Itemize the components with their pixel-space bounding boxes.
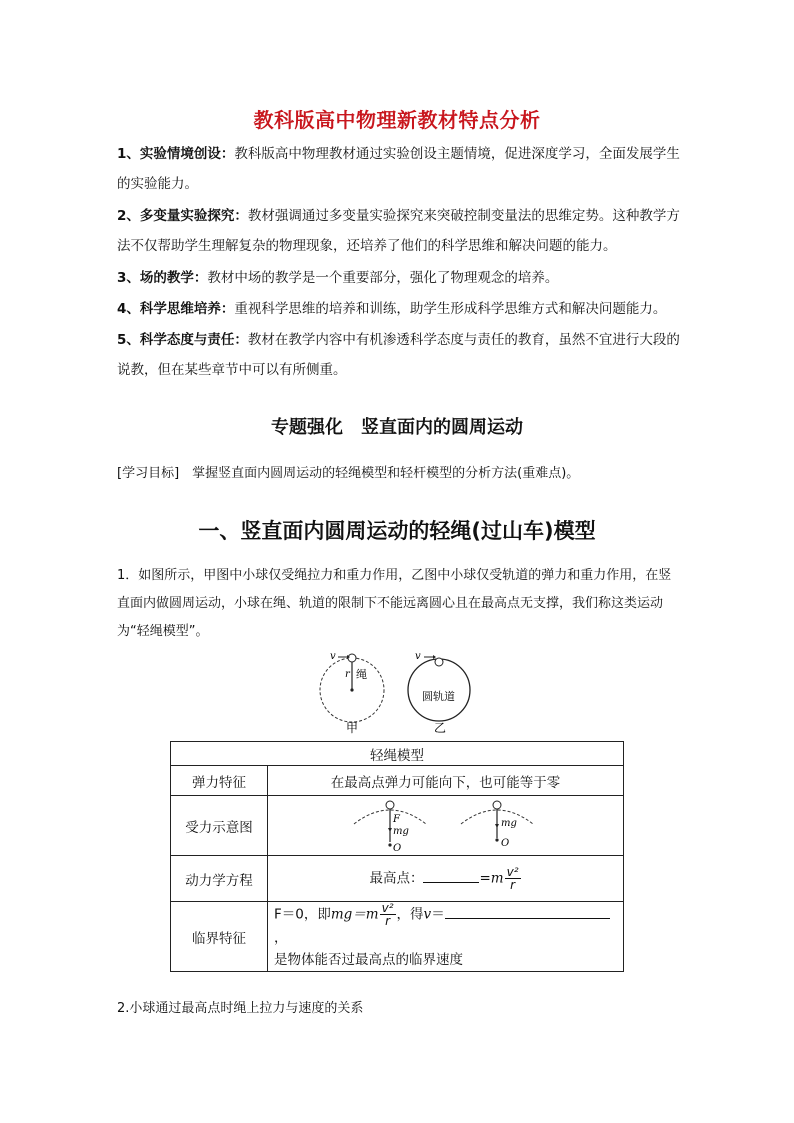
critical-line-2: 是物体能否过最高点的临界速度 — [274, 952, 463, 968]
feature-4 — [117, 294, 682, 324]
crit-eq-m: ＝m — [352, 906, 379, 923]
label-mg-left: mg — [392, 825, 409, 837]
row-value-dynamics — [268, 856, 624, 902]
feature-label: 2、多变量实验探究： — [117, 208, 248, 224]
force-arrow-left — [388, 828, 392, 832]
center-right — [495, 838, 498, 841]
crit-end: ， — [274, 930, 288, 946]
ball-a — [348, 654, 356, 662]
force-arrow-right — [495, 824, 499, 828]
ball-b — [435, 658, 443, 666]
table-row — [171, 796, 624, 856]
row-label-dynamics: 动力学方程 — [171, 856, 268, 902]
feature-label: 5、科学态度与责任： — [117, 332, 248, 348]
caption-b: 乙 — [434, 721, 447, 735]
feature-label: 3、场的教学： — [117, 270, 208, 286]
label-track: 圆轨道 — [422, 690, 455, 703]
crit-mid: ，得 — [396, 906, 424, 923]
circular-motion-figure — [310, 648, 480, 740]
row-value-force-diagram — [268, 796, 624, 856]
document-title: 教科版高中物理新教材特点分析 — [253, 108, 541, 132]
row-label-elastic: 弹力特征 — [171, 766, 268, 796]
label-F: F — [392, 813, 400, 825]
crit-eq2: ＝ — [431, 906, 445, 923]
feature-text: 教材中场的教学是一个重要部分，强化了物理观念的培养。 — [207, 270, 559, 286]
fraction-denominator: r — [385, 914, 391, 928]
rope-model-table — [170, 741, 624, 972]
label-r: r — [345, 669, 350, 680]
label-rope: 绳 — [356, 668, 367, 681]
row-value-elastic: 在最高点弹力可能向下，也可能等于零 — [268, 766, 624, 796]
paragraph-2: 2.小球通过最高点时绳上拉力与速度的关系 — [117, 1001, 364, 1016]
feature-3 — [117, 263, 682, 293]
section-title: 一、竖直面内圆周运动的轻绳(过山车)模型 — [198, 519, 596, 543]
label-O-right: O — [500, 837, 509, 849]
fraction-numerator: v² — [381, 901, 394, 915]
table-row — [171, 856, 624, 902]
paragraph-1: 1．如图所示，甲图中小球仅受绳拉力和重力作用，乙图中小球仅受轨道的弹力和重力作用，在竖直面内做圆周运动，小球在绳、轨道的限制下不能远离圆心且在最高点无支撑，我们称这类运动为“轻绳模型”。 — [117, 568, 672, 639]
dyn-equals-m: =m — [479, 870, 504, 887]
answer-blank[interactable] — [423, 868, 479, 883]
ball-right — [493, 801, 501, 809]
table-row — [171, 766, 624, 796]
row-label-critical: 临界特征 — [171, 902, 268, 972]
arrowhead-b — [433, 655, 436, 659]
fraction-v2-over-r — [505, 866, 521, 891]
row-value-critical — [268, 902, 624, 972]
crit-pre: F＝0，即 — [274, 906, 331, 923]
table-row — [171, 902, 624, 972]
learning-objective: [学习目标] 掌握竖直面内圆周运动的轻绳模型和轻杆模型的分析方法(重难点)。 — [117, 466, 580, 481]
dyn-prefix: 最高点： — [369, 870, 424, 887]
feature-text: 教材强调通过多变量实验探究来突破控制变量法的思维定势。这种教学方法不仅帮助学生理解复杂的物理现象，还培养了他们的科学思维和解决问题的能力。 — [117, 208, 680, 254]
crit-v: v — [423, 906, 432, 923]
table-header: 轻绳模型 — [171, 742, 624, 766]
topic-title: 专题强化 竖直面内的圆周运动 — [271, 417, 523, 438]
label-mg-right: mg — [500, 817, 517, 829]
fraction-numerator: v² — [506, 865, 519, 879]
feature-text: 重视科学思维的培养和训练，助学生形成科学思维方式和解决问题能力。 — [234, 301, 667, 317]
label-v-a: v — [330, 651, 336, 662]
table-header-row — [171, 742, 624, 766]
feature-label: 4、科学思维培养： — [117, 301, 235, 317]
force-diagram — [346, 798, 546, 854]
critical-line-1 — [274, 902, 623, 949]
row-label-force: 受力示意图 — [171, 796, 268, 856]
feature-2 — [117, 201, 682, 261]
feature-text: 教材在教学内容中有机渗透科学态度与责任的教育，虽然不宜进行大段的说教，但在某些章节中可以有所侧重。 — [117, 332, 680, 378]
feature-text: 教科版高中物理教材通过实验创设主题情境，促进深度学习，全面发展学生的实验能力。 — [117, 146, 680, 192]
fraction-denominator: r — [510, 878, 516, 892]
center-left — [388, 843, 391, 846]
feature-5 — [117, 325, 682, 385]
label-v-b: v — [415, 651, 421, 662]
crit-mg: mg — [330, 906, 353, 923]
feature-1 — [117, 139, 682, 199]
answer-blank-long[interactable] — [445, 904, 610, 919]
center-a — [350, 688, 353, 691]
feature-label: 1、实验情境创设： — [117, 146, 235, 162]
caption-a: 甲 — [346, 721, 359, 735]
label-O-left: O — [392, 842, 401, 854]
fraction-v2-over-r — [380, 902, 396, 927]
ball-left — [386, 801, 394, 809]
